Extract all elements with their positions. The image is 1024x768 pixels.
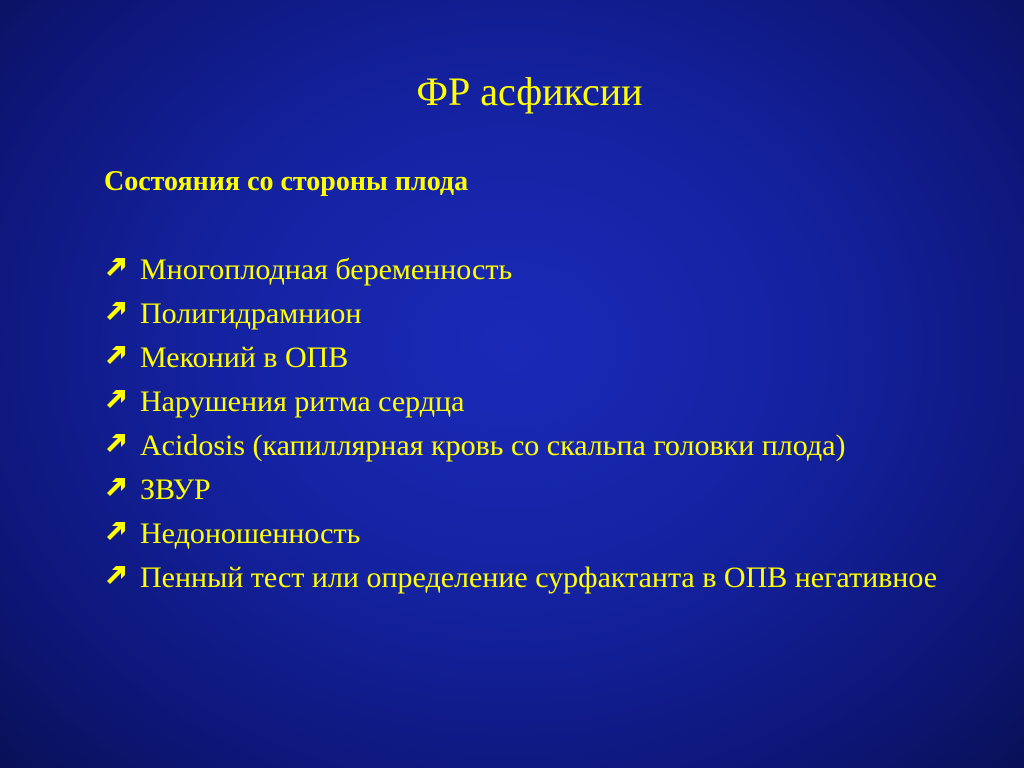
list-item: [104, 248, 984, 292]
list-item-text: Многоплодная беременность: [140, 253, 513, 286]
arrow-up-right-icon: [104, 343, 134, 367]
arrow-up-right-icon: [104, 255, 134, 279]
spacer: [104, 204, 984, 248]
slide-title: ФР асфиксии: [416, 69, 643, 114]
list-item: [104, 380, 984, 424]
arrow-up-right-icon: [104, 299, 134, 323]
arrow-up-right-icon: [104, 387, 134, 411]
arrow-up-right-icon: [104, 475, 134, 499]
list-item: [104, 512, 984, 556]
list-item: [104, 336, 984, 380]
slide-content: [104, 160, 984, 600]
arrow-up-right-icon: [104, 563, 134, 587]
list-item-text: Недоношенность: [140, 517, 361, 550]
arrow-up-right-icon: [104, 519, 134, 543]
list-item-text: Меконий в ОПВ: [140, 341, 349, 374]
list-item-text: Полигидрамнион: [140, 297, 362, 330]
list-item-text: ЗВУР: [140, 473, 211, 506]
list-item: [104, 556, 984, 600]
list-item: [104, 424, 984, 468]
list-item-text: Нарушения ритма сердца: [140, 385, 465, 418]
subheading: Состояния со стороны плода: [104, 166, 469, 197]
list-item: [104, 468, 984, 512]
list-item-text: Пенный тест или определение сурфактанта в ОПВ негативное: [140, 561, 938, 594]
list-item-text: Acidosis (капиллярная кровь со скальпа головки плода): [140, 429, 846, 462]
list-item: [104, 292, 984, 336]
arrow-up-right-icon: [104, 431, 134, 455]
